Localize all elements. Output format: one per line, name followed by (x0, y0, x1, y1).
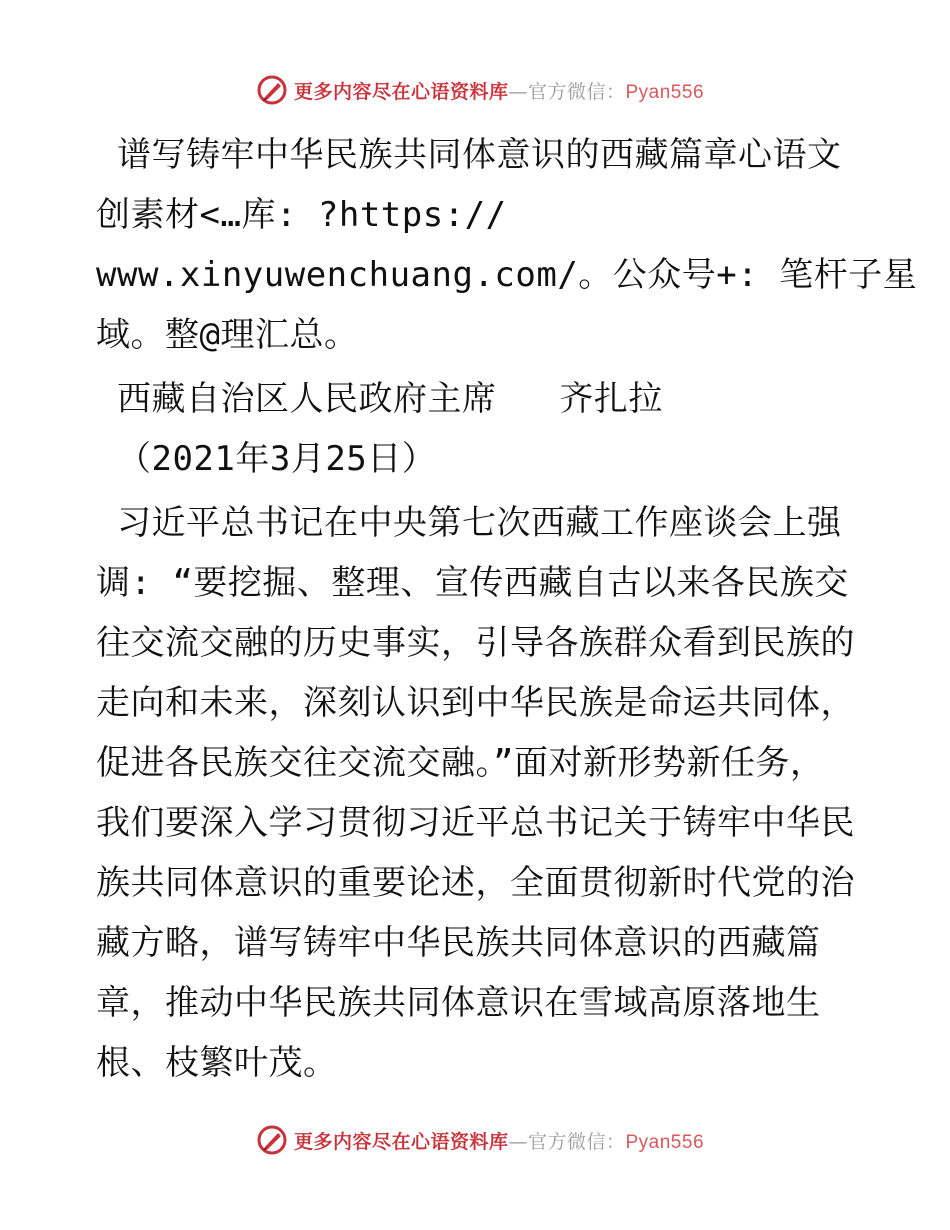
header-banner-wechat-label: —官方微信： (508, 80, 626, 103)
header-banner-text (294, 77, 704, 104)
header-banner-inner (256, 74, 704, 106)
paragraph-line-3: 往交流交融的历史事实，引导各族群众看到民族的 (96, 623, 855, 663)
paragraph-line-7: 族共同体意识的重要论述，全面贯彻新时代党的治 (96, 863, 855, 903)
paragraph-line-5: 促进各民族交往交流交融。”面对新形势新任务， (96, 743, 825, 783)
footer-banner (0, 1120, 950, 1160)
header-banner-title: 更多内容尽在心语资料库 (293, 80, 509, 103)
header-banner-wechat-id: Pyan556 (625, 81, 705, 103)
footer-banner-inner (256, 1124, 704, 1156)
header-banner (0, 70, 950, 110)
footer-banner-wechat-label: —官方微信： (508, 1130, 626, 1153)
paragraph-line-1: 习近平总书记在中央第七次西藏工作座谈会上强 (96, 503, 842, 543)
paragraph-line-10: 根、枝繁叶茂。 (96, 1043, 338, 1083)
footer-banner-wechat-id: Pyan556 (625, 1131, 705, 1153)
paragraph-line-4: 走向和未来，深刻认识到中华民族是命运共同体， (96, 683, 855, 723)
title-line-3: www.xinyuwenchuang.com/。公众号+: 笔杆子星 (96, 255, 918, 295)
pen-in-circle-icon (256, 74, 288, 106)
pen-in-circle-icon (256, 1124, 288, 1156)
footer-banner-text (294, 1127, 704, 1154)
paragraph-line-6: 我们要深入学习贯彻习近平总书记关于铸牢中华民 (96, 803, 855, 843)
date-line: （2021年3月25日） (96, 439, 437, 479)
title-line-1: 谱写铸牢中华民族共同体意识的西藏篇章心语文 (96, 135, 842, 175)
paragraph-line-2: 调: “要挖掘、整理、宣传西藏自古以来各民族交 (96, 563, 849, 603)
title-line-4: 域。整@理汇总。 (96, 315, 359, 355)
author-line: 西藏自治区人民政府主席 齐扎拉 (96, 379, 663, 419)
title-line-2: 创素材<…库: ?https:// (96, 195, 507, 235)
footer-banner-title: 更多内容尽在心语资料库 (293, 1130, 509, 1153)
document-body (96, 125, 918, 1093)
paragraph-line-9: 章，推动中华民族共同体意识在雪域高原落地生 (96, 983, 821, 1023)
paragraph-line-8: 藏方略，谱写铸牢中华民族共同体意识的西藏篇 (96, 923, 821, 963)
